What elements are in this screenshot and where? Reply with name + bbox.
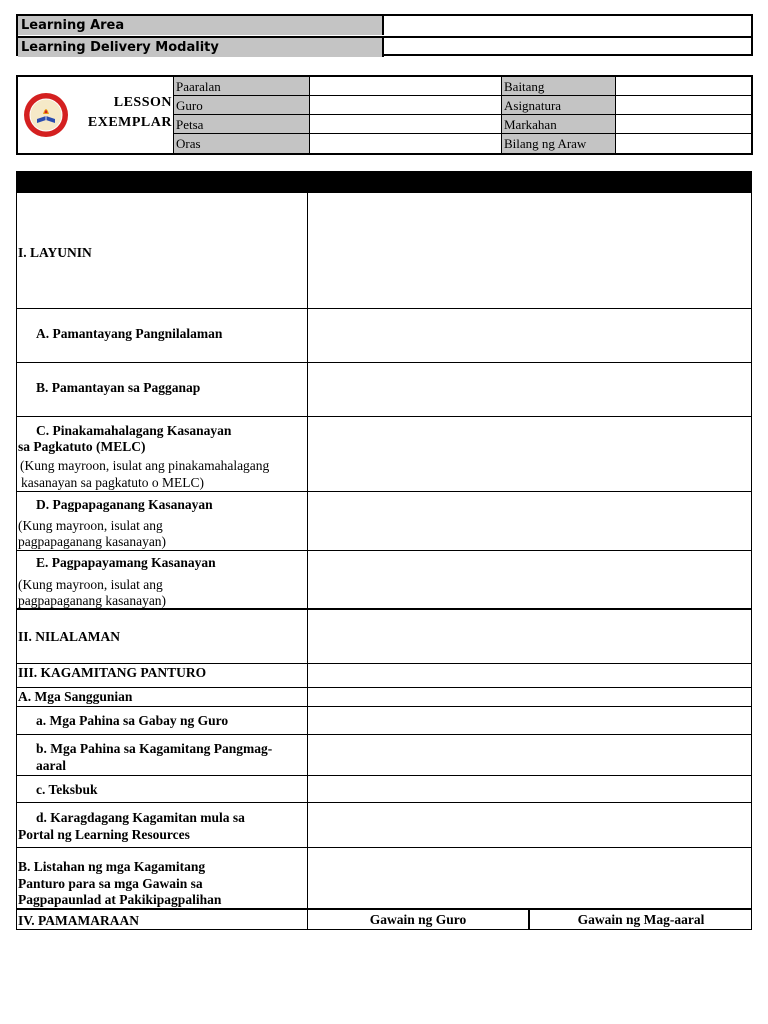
kagamitang-pangmag-aaral-row[interactable] xyxy=(16,735,752,776)
lesson-info-grid xyxy=(173,77,749,153)
pagpapayamang-note-line1: (Kung mayroon, isulat ang xyxy=(18,577,163,592)
pagpapayamang-kasanayan-row[interactable] xyxy=(16,551,752,609)
pagpapayamang-kasanayan-label: E. Pagpapayamang Kasanayan xyxy=(36,555,216,570)
pamantayan-sa-pagganap-row[interactable] xyxy=(16,363,752,417)
pagpapaganang-kasanayan-row[interactable] xyxy=(16,492,752,551)
learning-area-label: Learning Area xyxy=(18,16,384,35)
oras-field[interactable] xyxy=(309,134,501,153)
lesson-exemplar-header xyxy=(16,75,753,155)
guro-field[interactable] xyxy=(309,96,501,115)
listahan-ng-kagamitang-row[interactable] xyxy=(16,848,752,909)
nilalaman-label: II. NILALAMAN xyxy=(18,629,121,644)
pagpapaganang-note-line2: pagpapaganang kasanayan) xyxy=(18,534,167,549)
pamantayang-pangnilalaman-label: A. Pamantayang Pangnilalaman xyxy=(36,326,223,341)
teksbuk-label: c. Teksbuk xyxy=(36,782,98,797)
markahan-label: Markahan xyxy=(501,115,615,134)
pamamaraan-label: IV. PAMAMARAAN xyxy=(18,913,139,928)
sanggunian-label: A. Mga Sanggunian xyxy=(18,689,133,704)
school-seal-icon xyxy=(23,92,69,138)
pagpapaganang-kasanayan-label: D. Pagpapaganang Kasanayan xyxy=(36,497,213,512)
melc-note-line1: (Kung mayroon, isulat ang pinakamahalagang xyxy=(20,458,270,473)
karagdagang-kagamitan-row[interactable] xyxy=(16,803,752,848)
lesson-title-line1: LESSON xyxy=(113,95,172,110)
pagpapayamang-note-line2: pagpapaganang kasanayan) xyxy=(18,593,167,608)
pagpapaganang-note-line1: (Kung mayroon, isulat ang xyxy=(18,518,163,533)
markahan-field[interactable] xyxy=(615,115,751,134)
asignatura-label: Asignatura xyxy=(501,96,615,115)
listahan-line3: Pagpapaunlad at Pakikipagpalihan xyxy=(18,892,222,907)
layunin-label: I. LAYUNIN xyxy=(18,245,92,260)
karagdagang-kagamitan-line1: d. Karagdagang Kagamitan mula sa xyxy=(36,810,245,825)
melc-label-line1: C. Pinakamahalagang Kasanayan xyxy=(36,423,232,438)
learning-area-field[interactable] xyxy=(384,16,751,35)
kagamitang-pangmag-aaral-line2: aaral xyxy=(36,758,66,773)
table-header-bar xyxy=(16,171,752,193)
delivery-modality-field[interactable] xyxy=(384,38,751,57)
melc-label-line2: sa Pagkatuto (MELC) xyxy=(18,439,146,454)
gabay-ng-guro-label: a. Mga Pahina sa Gabay ng Guro xyxy=(36,713,229,728)
learning-area-row xyxy=(18,16,751,35)
listahan-line1: B. Listahan ng mga Kagamitang xyxy=(18,859,206,874)
petsa-field[interactable] xyxy=(309,115,501,134)
lesson-plan-table xyxy=(16,171,753,931)
bilang-ng-araw-label: Bilang ng Araw xyxy=(501,134,615,153)
pamantayan-sa-pagganap-label: B. Pamantayan sa Pagganap xyxy=(36,380,201,395)
listahan-line2: Panturo para sa mga Gawain sa xyxy=(18,876,203,891)
kagamitang-panturo-row xyxy=(16,664,752,688)
kagamitang-panturo-label: III. KAGAMITANG PANTURO xyxy=(18,665,207,680)
kagamitang-pangmag-aaral-line1: b. Mga Pahina sa Kagamitang Pangmag- xyxy=(36,741,273,756)
pamantayang-pangnilalaman-row[interactable] xyxy=(16,309,752,363)
delivery-modality-label: Learning Delivery Modality xyxy=(18,38,384,57)
guro-label: Guro xyxy=(173,96,309,115)
layunin-row xyxy=(16,193,752,309)
gawain-ng-guro-header: Gawain ng Guro xyxy=(369,912,467,927)
paaralan-field[interactable] xyxy=(309,77,501,96)
lesson-exemplar-title xyxy=(78,93,172,133)
learning-info-table xyxy=(16,14,753,56)
nilalaman-row[interactable] xyxy=(16,608,752,664)
bilang-ng-araw-field[interactable] xyxy=(615,134,751,153)
pamamaraan-row xyxy=(16,908,752,930)
delivery-modality-row xyxy=(18,36,751,57)
asignatura-field[interactable] xyxy=(615,96,751,115)
gawain-ng-mag-aaral-header: Gawain ng Mag-aaral xyxy=(577,912,705,927)
petsa-label: Petsa xyxy=(173,115,309,134)
melc-row[interactable] xyxy=(16,417,752,492)
baitang-field[interactable] xyxy=(615,77,751,96)
baitang-label: Baitang xyxy=(501,77,615,96)
sanggunian-row xyxy=(16,688,752,707)
teksbuk-row[interactable] xyxy=(16,776,752,803)
paaralan-label: Paaralan xyxy=(173,77,309,96)
lesson-title-line2: EXEMPLAR xyxy=(87,115,172,130)
melc-note-line2: kasanayan sa pagkatuto o MELC) xyxy=(21,475,204,490)
oras-label: Oras xyxy=(173,134,309,153)
karagdagang-kagamitan-line2: Portal ng Learning Resources xyxy=(18,827,190,842)
gabay-ng-guro-row[interactable] xyxy=(16,707,752,735)
